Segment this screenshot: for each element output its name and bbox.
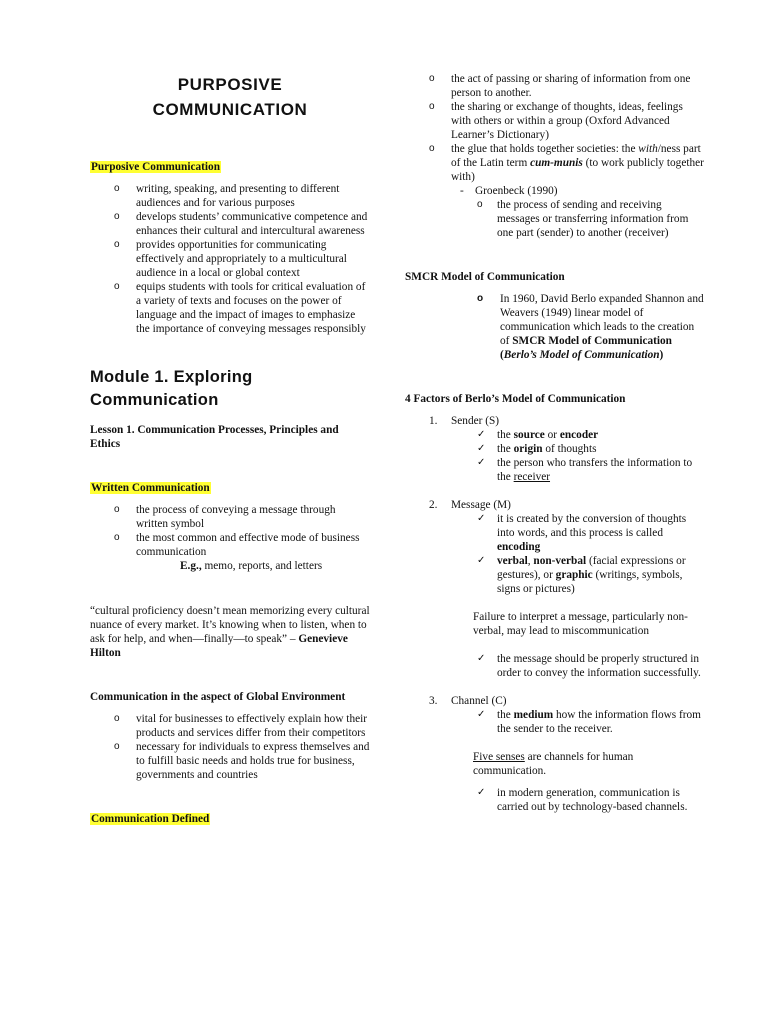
groenbeck-label: Groenbeck (1990) — [475, 185, 558, 197]
factor-message: 2. Message (M) — [429, 499, 511, 511]
list-item: o necessary for individuals to express themselves and to fulfill basic needs and holds true for business, governments and countries — [90, 740, 370, 782]
list-item: o develops students’ communicative competence and enhances their cultural and intercultural awareness — [90, 210, 370, 238]
defined-list — [405, 72, 705, 184]
purposive-list — [90, 182, 370, 336]
message-list-2 — [477, 652, 705, 680]
defined-heading: Communication Defined — [91, 813, 210, 825]
list-item: ✓ the person who transfers the information to the receiver — [477, 456, 705, 484]
list-item: o the most common and effective mode of business communication — [90, 531, 370, 559]
senses-note: Five senses are channels for human communication. — [473, 751, 634, 777]
global-heading: Communication in the aspect of Global Environment — [90, 691, 346, 703]
example-line — [90, 559, 370, 573]
list-item: o the sharing or exchange of thoughts, ideas, feelings with others or within a group (Oxford Advanced Learner’s Dictionary) — [405, 100, 705, 142]
list-item: ✓ the source or encoder — [477, 428, 705, 442]
list-item: ✓ it is created by the conversion of thoughts into words, and this process is called encoding — [477, 512, 705, 554]
list-item: ✓ verbal, non-verbal (facial expressions or gestures), or graphic (writings, symbols, signs or pictures) — [477, 554, 705, 596]
list-item: o equips students with tools for critical evaluation of a variety of texts and focuses on the power of language and the impact of images to emphasize the importance of conveying messages responsibly — [90, 280, 370, 336]
list-item: o the process of conveying a message through written symbol — [90, 503, 370, 531]
list-item: ✓ the origin of thoughts — [477, 442, 705, 456]
list-item: o provides opportunities for communicating effectively and appropriately to a multicultural audience in a local or global context — [90, 238, 370, 280]
channel-list-2 — [477, 786, 705, 814]
right-column — [405, 72, 705, 814]
message-list — [477, 512, 705, 596]
list-item: ✓ in modern generation, communication is carried out by technology-based channels. — [477, 786, 705, 814]
written-heading: Written Communication — [91, 482, 210, 494]
module-title: Module 1. Exploring Communication — [90, 368, 253, 409]
example-text: memo, reports, and letters — [201, 560, 323, 572]
quote-text: “cultural proficiency doesn’t mean memorizing every cultural nuance of every market. It’s knowing when to listen, when to ask for help, and when—finally—to speak” – — [90, 605, 370, 645]
list-item: ✓ the medium how the information flows from the sender to the receiver. — [477, 708, 705, 736]
channel-list — [477, 708, 705, 736]
quote-author: Genevieve Hilton — [90, 633, 348, 659]
failure-note: Failure to interpret a message, particularly non-verbal, may lead to miscommunication — [473, 611, 688, 637]
list-item: o the act of passing or sharing of information from one person to another. — [405, 72, 705, 100]
groenbeck-item: o the process of sending and receiving messages or transferring information from one part (sender) to another (receiver) — [477, 199, 689, 239]
page-title: PURPOSIVE COMMUNICATION — [152, 75, 308, 119]
list-item: o vital for businesses to effectively explain how their products and services differ from their competitors — [90, 712, 370, 740]
factor-channel: 3. Channel (C) — [429, 695, 507, 707]
quote — [90, 604, 370, 660]
lesson-title: Lesson 1. Communication Processes, Principles and Ethics — [90, 424, 339, 450]
example-label: E.g., — [180, 560, 202, 572]
global-list — [90, 712, 370, 782]
written-list — [90, 503, 370, 559]
smcr-item: o In 1960, David Berlo expanded Shannon and Weavers (1949) linear model of communication which leads to the creation of SMCR Model of Communication (Berlo’s Model of Communication) — [405, 292, 705, 362]
list-item: o the glue that holds together societies: the with/ness part of the Latin term cum-munis (to work publicly together with) — [405, 142, 705, 184]
sender-list — [477, 428, 705, 484]
list-item: ✓ the message should be properly structured in order to convey the information successfully. — [477, 652, 705, 680]
left-column — [90, 72, 370, 826]
list-item: o writing, speaking, and presenting to different audiences and for various purposes — [90, 182, 370, 210]
smcr-heading: SMCR Model of Communication — [405, 271, 565, 283]
purposive-heading: Purposive Communication — [91, 161, 220, 173]
groenbeck-line: - Groenbeck (1990) — [460, 185, 558, 197]
factors-heading: 4 Factors of Berlo’s Model of Communication — [405, 393, 626, 405]
factor-sender: 1. Sender (S) — [429, 415, 500, 427]
